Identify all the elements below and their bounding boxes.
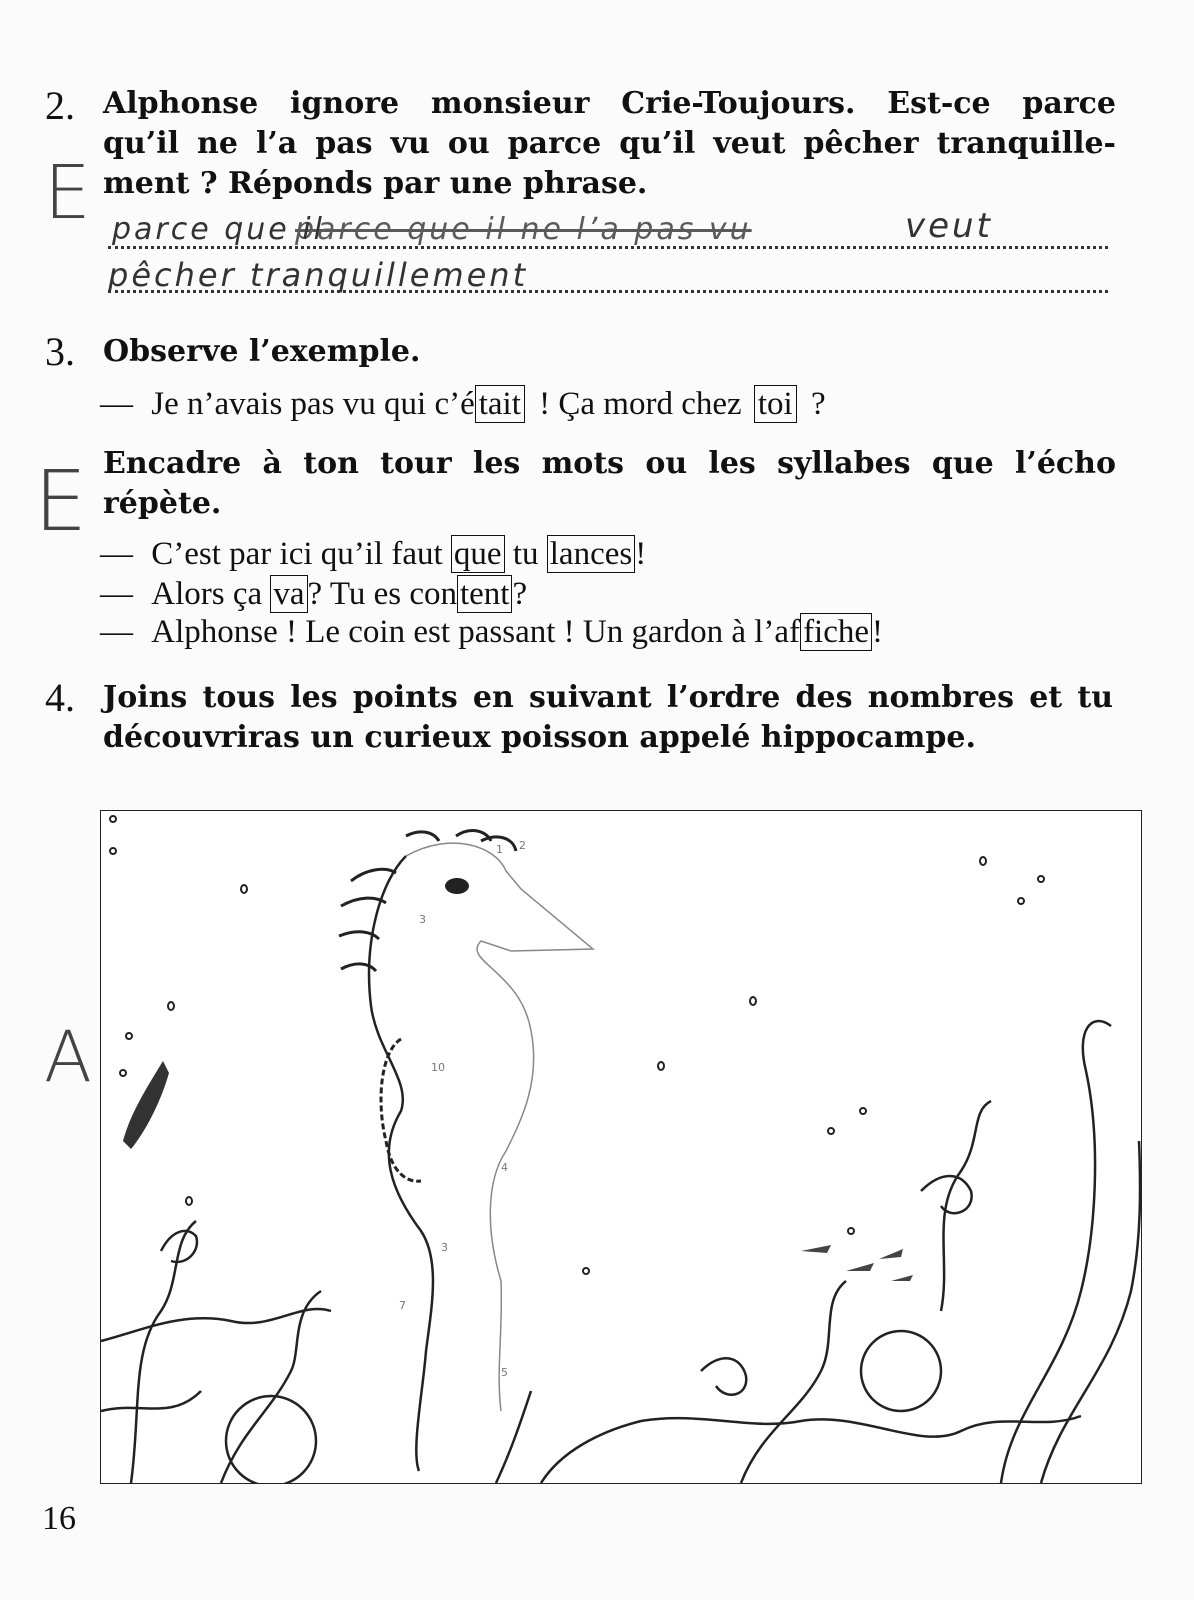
q4-line-2: découvriras un curieux poisson appelé hippocampe.: [103, 720, 976, 755]
answer-text-struck: parce que il ne l’a pas vu: [295, 212, 752, 247]
dot-number: 5: [501, 1366, 508, 1379]
item-text: tu: [504, 536, 547, 572]
dot-number: 3: [419, 913, 426, 926]
item-box: va: [270, 575, 307, 613]
dash: —: [100, 386, 133, 422]
item-box: que: [451, 535, 505, 573]
q3-title: Observe l’exemple.: [103, 334, 421, 369]
item-box: fiche: [800, 613, 872, 651]
dot-number: 2: [519, 839, 526, 852]
item-text: ?: [512, 576, 528, 612]
example-middle: ! Ça mord chez: [539, 386, 742, 422]
item-text: C’est par ici qu’il faut: [151, 536, 451, 572]
page-number: 16: [42, 1500, 76, 1537]
item-box: tent: [457, 575, 512, 613]
dot-number: 4: [501, 1161, 508, 1174]
item-text: ? Tu es con: [307, 576, 457, 612]
example-box-2: toi: [754, 385, 797, 423]
q3-number: 3.: [45, 329, 75, 374]
q3-item-3: [100, 612, 883, 652]
q2-line-1: Alphonse ignore monsieur Crie-Toujours. Est-ce parce: [103, 86, 1116, 121]
q2-number: 2.: [45, 83, 75, 128]
q4-line-1: Joins tous les points en suivant l’ordre des nombres et tu: [103, 680, 1113, 715]
q3-grade: E: [34, 452, 88, 550]
dash: —: [100, 576, 133, 612]
answer-text-start: parce que il: [112, 212, 325, 247]
q3-instruction-2: répète.: [103, 486, 222, 521]
item-text: !: [872, 614, 884, 650]
q4-number: 4.: [45, 675, 75, 720]
dot-number: 1: [496, 843, 503, 856]
example-before: Je n’avais pas vu qui c’é: [151, 386, 475, 422]
q4-grade: A: [44, 1016, 92, 1098]
example-box-1: tait: [475, 385, 525, 423]
q2-line-2: qu’il ne l’a pas vu ou parce qu’il veut pêcher tranquille-: [103, 126, 1116, 161]
answer-text-line2: pêcher tranquillement: [108, 256, 529, 294]
dash: —: [100, 614, 133, 650]
item-text: Alors ça: [151, 576, 271, 612]
answer-text-end: veut: [905, 206, 993, 246]
dash: —: [100, 536, 133, 572]
seahorse-illustration: [100, 810, 1142, 1484]
item-text: !: [635, 536, 647, 572]
q2-grade: E: [44, 150, 91, 236]
q3-item-1: [100, 534, 646, 574]
q3-instruction-1: Encadre à ton tour les mots ou les syllabes que l’écho: [103, 446, 1116, 481]
q3-example: [100, 384, 826, 424]
seahorse-drawing: [101, 811, 1141, 1483]
item-box: lances: [547, 535, 635, 573]
q2-line-3: ment ? Réponds par une phrase.: [103, 166, 648, 201]
dot-number: 3: [441, 1241, 448, 1254]
item-text: Alphonse ! Le coin est passant ! Un gardon à l’af: [151, 614, 801, 650]
dot-number: 10: [431, 1061, 445, 1074]
example-after: ?: [810, 386, 826, 422]
dot-number: 7: [399, 1299, 406, 1312]
q3-item-2: [100, 574, 527, 614]
